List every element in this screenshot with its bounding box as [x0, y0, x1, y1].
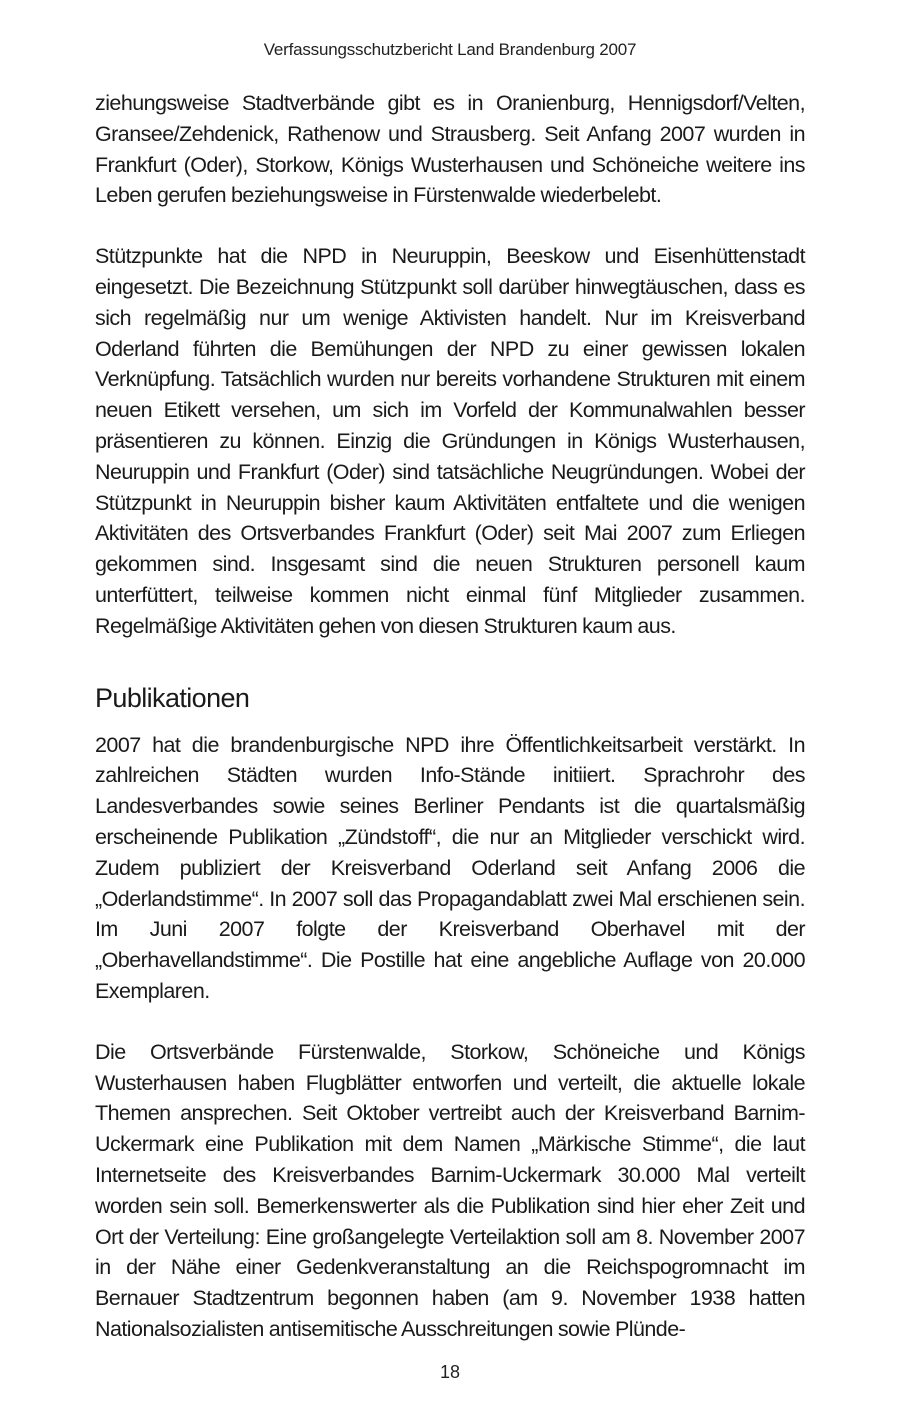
page-number: 18 [439, 1362, 461, 1382]
paragraph-oeffentlichkeitsarbeit: 2007 hat die brandenburgische NPD ihre Öffentlichkeitsarbeit verstärkt. In zahlreichen Städten wurden Info-Stände initiiert. Sprachrohr des Landesverbandes sowie seines Berliner Pendants ist die quartalsmäßig erscheinende Publikation „Zündstoff“, die nur an Mitglieder verschickt wird. Zudem publiziert der Kreisverband Oderland seit Anfang 2006 die „Oderlandstimme“. In 2007 soll das Propagandablatt zwei Mal erschienen sein. Im Juni 2007 folgte der Kreisverband Oberhavel mit der „Oberhavellandstimme“. Die Postille hat eine angebliche Auflage von 20.000 Exemplaren. [95, 732, 805, 1003]
paragraph-stadtverbaende: ziehungsweise Stadtverbände gibt es in Oranienburg, Hennigsdorf/Velten, Gransee/Zehdenick, Rathenow und Strausberg. Seit Anfang 2007 wurden in Frankfurt (Oder), Storkow, Königs Wusterhausen und Schöneiche weitere ins Leben gerufen beziehungsweise in Fürstenwalde wiederbelebt. [95, 91, 805, 208]
section-heading-publikationen: Publikationen [95, 682, 250, 713]
paragraph-flugblaetter: Die Ortsverbände Fürstenwalde, Storkow, Schöneiche und Königs Wusterhausen haben Flugblätter entworfen und verteilt, die aktuelle lokale Themen ansprechen. Seit Oktober vertreibt auch der Kreisverband Barnim-Uckermark eine Publikation mit dem Namen „Märkische Stimme“, die laut Internetseite des Kreisverbandes Barnim-Uckermark 30.000 Mal verteilt worden sein soll. Bemerkenswerter als die Publikation sind hier eher Zeit und Ort der Verteilung: Eine großangelegte Verteilaktion soll am 8. November 2007 in der Nähe einer Gedenkveranstaltung an die Reichspogromnacht im Bernauer Stadtzentrum begonnen haben (am 9. November 1938 hatten Nationalsozialisten antisemitische Ausschreitungen sowie Plünde- [95, 1039, 805, 1341]
paragraph-stuetzpunkte: Stützpunkte hat die NPD in Neuruppin, Beeskow und Eisenhüttenstadt eingesetzt. Die Bezeichnung Stützpunkt soll darüber hinwegtäuschen, dass es sich regelmäßig nur um wenige Aktivisten handelt. Nur im Kreisverband Oderland führten die Bemühungen der NPD zu einer gewissen lokalen Verknüpfung. Tatsächlich wurden nur bereits vorhandene Strukturen mit einem neuen Etikett versehen, um sich im Vorfeld der Kommunalwahlen besser präsentieren zu können. Einzig die Gründungen in Königs Wusterhausen, Neuruppin und Frankfurt (Oder) sind tatsächliche Neugründungen. Wobei der Stützpunkt in Neuruppin bisher kaum Aktivitäten entfaltete und die wenigen Aktivitäten des Ortsverbandes Frankfurt (Oder) seit Mai 2007 zum Erliegen gekommen sind. Insgesamt sind die neuen Strukturen personell kaum unterfüttert, teilweise kommen nicht einmal fünf Mitglieder zusammen. Regelmäßige Aktivitäten gehen von diesen Strukturen kaum aus. [95, 244, 805, 638]
body-text [95, 88, 805, 1345]
running-header: Verfassungsschutzbericht Land Brandenburg 2007 [263, 40, 637, 59]
